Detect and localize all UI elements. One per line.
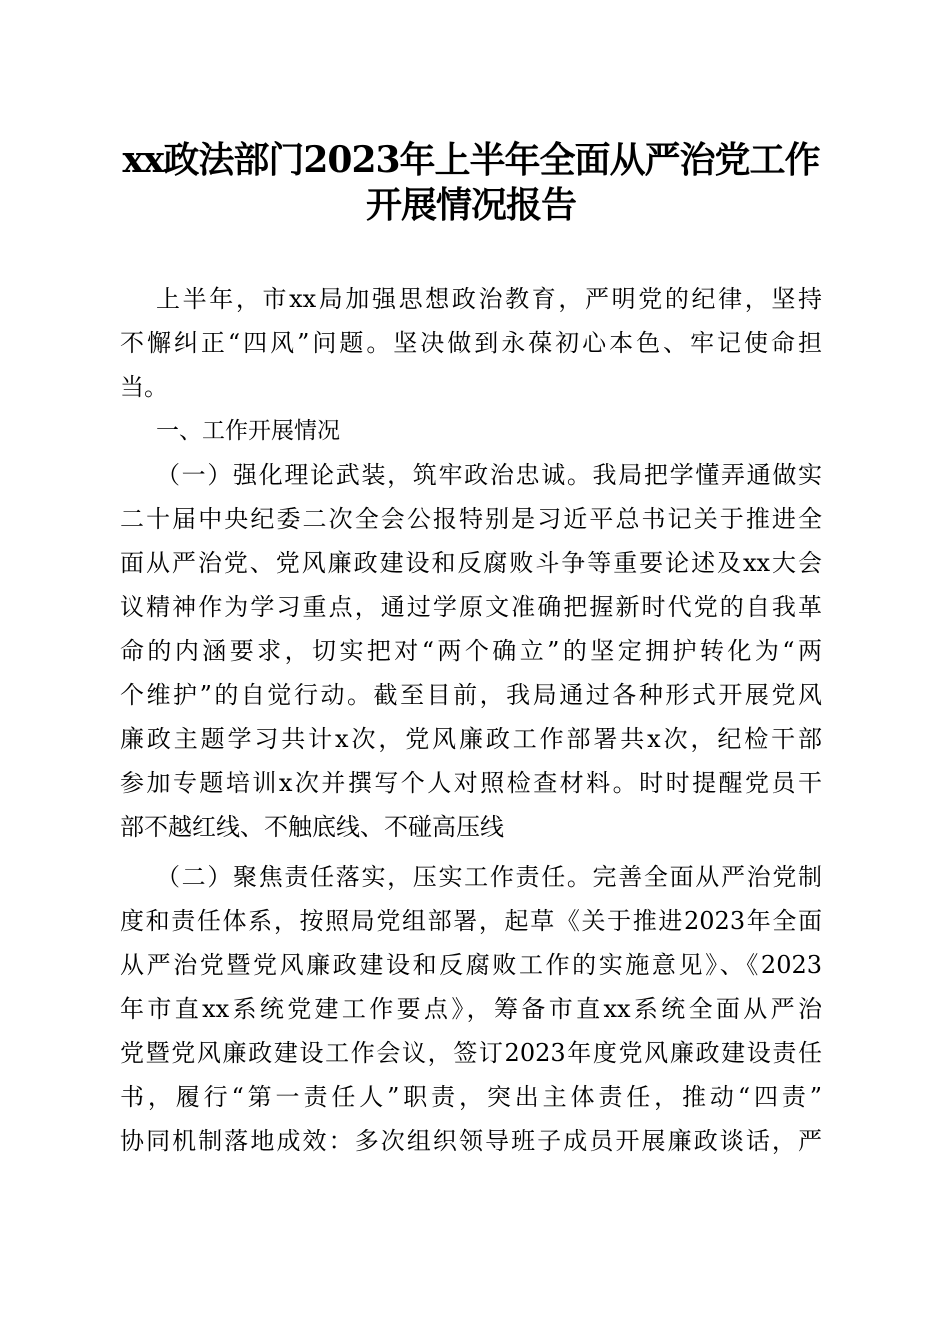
text-line: 部不越红线、不触底线、不碰高压线: [120, 813, 504, 841]
text-line: 参加专题培训x次并撰写个人对照检查材料。时时提醒党员干: [120, 769, 822, 797]
document-body: [120, 277, 822, 1163]
text-line: （二）聚焦责任落实，压实工作责任。完善全面从严治党制: [156, 863, 822, 891]
text-line: 党暨党风廉政建设工作会议，签订2023年度党风廉政建设责任: [120, 1039, 822, 1067]
text-line: 当。: [120, 373, 168, 401]
text-line: 协同机制落地成效：多次组织领导班子成员开展廉政谈话，严: [120, 1127, 822, 1155]
text-line: 书，履行“第一责任人”职责，突出主体责任，推动“四责”: [120, 1083, 822, 1111]
text-line: 个维护”的自觉行动。截至目前，我局通过各种形式开展党风: [120, 681, 822, 709]
text-line: 不懈纠正“四风”问题。坚决做到永葆初心本色、牢记使命担: [120, 329, 822, 357]
text-line: 命的内涵要求，切实把对“两个确立”的坚定拥护转化为“两: [120, 637, 822, 665]
section-heading: 一、工作开展情况: [156, 418, 340, 444]
text-line: 二十届中央纪委二次全会公报特别是习近平总书记关于推进全: [120, 505, 822, 533]
text-line: 议精神作为学习重点，通过学原文准确把握新时代党的自我革: [120, 593, 822, 621]
text-line: 从严治党暨党风廉政建设和反腐败工作的实施意见》、《2023: [120, 951, 822, 979]
text-line: 上半年，市xx局加强思想政治教育，严明党的纪律，坚持: [156, 285, 822, 313]
text-line: 度和责任体系，按照局党组部署，起草《关于推进2023年全面: [120, 907, 822, 935]
text-line: 年市直xx系统党建工作要点》，筹备市直xx系统全面从严治: [120, 995, 822, 1023]
title-line-1: xx政法部门2023年上半年全面从严治党工作: [122, 139, 820, 181]
subsection-1-paragraph: [120, 453, 822, 849]
text-line: （一）强化理论武装，筑牢政治忠诚。我局把学懂弄通做实: [156, 461, 822, 489]
document-title: [120, 138, 822, 228]
title-line-2: 开展情况报告: [365, 184, 576, 226]
text-line: 面从严治党、党风廉政建设和反腐败斗争等重要论述及xx大会: [120, 549, 822, 577]
text-line: 廉政主题学习共计x次，党风廉政工作部署共x次，纪检干部: [120, 725, 822, 753]
intro-paragraph: [120, 277, 822, 409]
subsection-2-paragraph: [120, 855, 822, 1163]
